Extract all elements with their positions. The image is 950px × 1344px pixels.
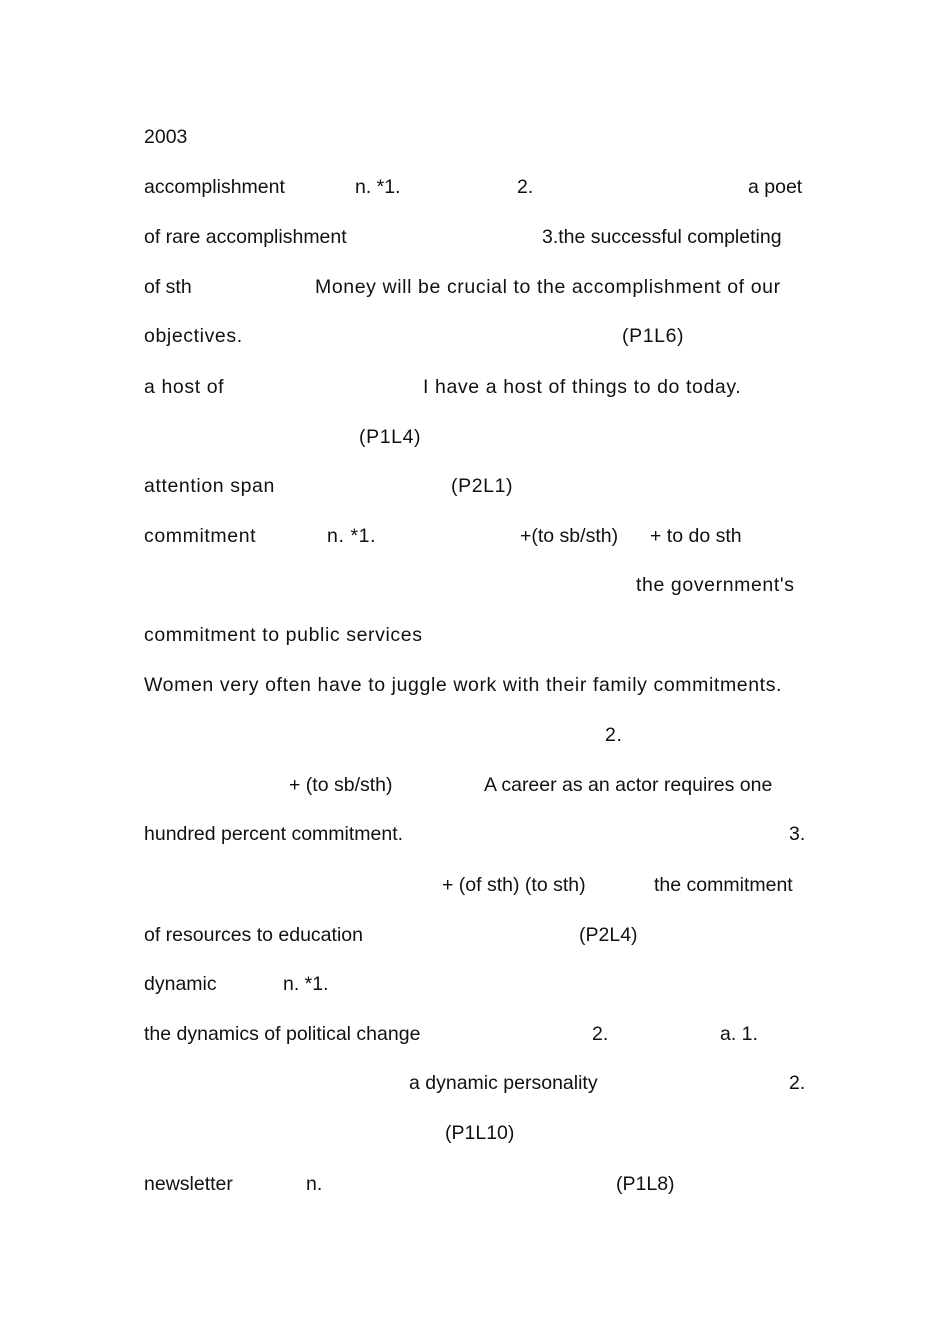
definition-text: of sth — [144, 276, 192, 298]
example-text: the commitment — [654, 874, 793, 896]
example-text: Money will be crucial to the accomplishment of our — [315, 276, 781, 298]
sense-number: 2. — [592, 1023, 609, 1045]
part-of-speech: n. *1. — [327, 525, 377, 547]
usage-pattern: + to do sth — [650, 525, 742, 547]
part-of-speech: n. — [306, 1173, 323, 1195]
example-text: hundred percent commitment. — [144, 823, 404, 845]
example-text: the dynamics of political change — [144, 1023, 421, 1045]
entry-word-accomplishment: accomplishment — [144, 176, 285, 198]
sense-number: 2. — [605, 724, 623, 746]
usage-pattern: +(to sb/sth) — [520, 525, 619, 547]
entry-word-dynamic: dynamic — [144, 973, 217, 995]
source-reference: (P1L8) — [616, 1173, 675, 1195]
entry-word-attention-span: attention span — [144, 475, 275, 497]
source-reference: (P2L1) — [451, 475, 514, 497]
source-reference: (P1L10) — [445, 1122, 515, 1144]
example-text: of rare accomplishment — [144, 226, 347, 248]
entry-word-newsletter: newsletter — [144, 1173, 233, 1195]
entry-word-a-host-of: a host of — [144, 376, 225, 398]
example-text: of resources to education — [144, 924, 363, 946]
usage-pattern: + (to sb/sth) — [289, 774, 393, 796]
source-reference: (P2L4) — [579, 924, 638, 946]
example-text: Women very often have to juggle work with their family commitments. — [144, 674, 783, 696]
example-text: objectives. — [144, 325, 243, 347]
example-text: the government's — [636, 574, 795, 596]
sense-number: 3. — [789, 823, 806, 845]
usage-pattern: + (of sth) (to sth) — [442, 874, 586, 896]
example-text: a poet — [748, 176, 803, 198]
sense-number: 2. — [789, 1072, 806, 1094]
example-text: I have a host of things to do today. — [423, 376, 742, 398]
example-text: commitment to public services — [144, 624, 423, 646]
part-of-speech: n. *1. — [283, 973, 329, 995]
year-text: 2003 — [144, 126, 188, 148]
part-of-speech: a. 1. — [720, 1023, 758, 1045]
source-reference: (P1L4) — [359, 426, 422, 448]
source-reference: (P1L6) — [622, 325, 685, 347]
part-of-speech: n. *1. — [355, 176, 401, 198]
example-text: A career as an actor requires one — [484, 774, 773, 796]
definition-text: 3.the successful completing — [542, 226, 782, 248]
sense-number: 2. — [517, 176, 534, 198]
example-text: a dynamic personality — [409, 1072, 598, 1094]
entry-word-commitment: commitment — [144, 525, 257, 547]
